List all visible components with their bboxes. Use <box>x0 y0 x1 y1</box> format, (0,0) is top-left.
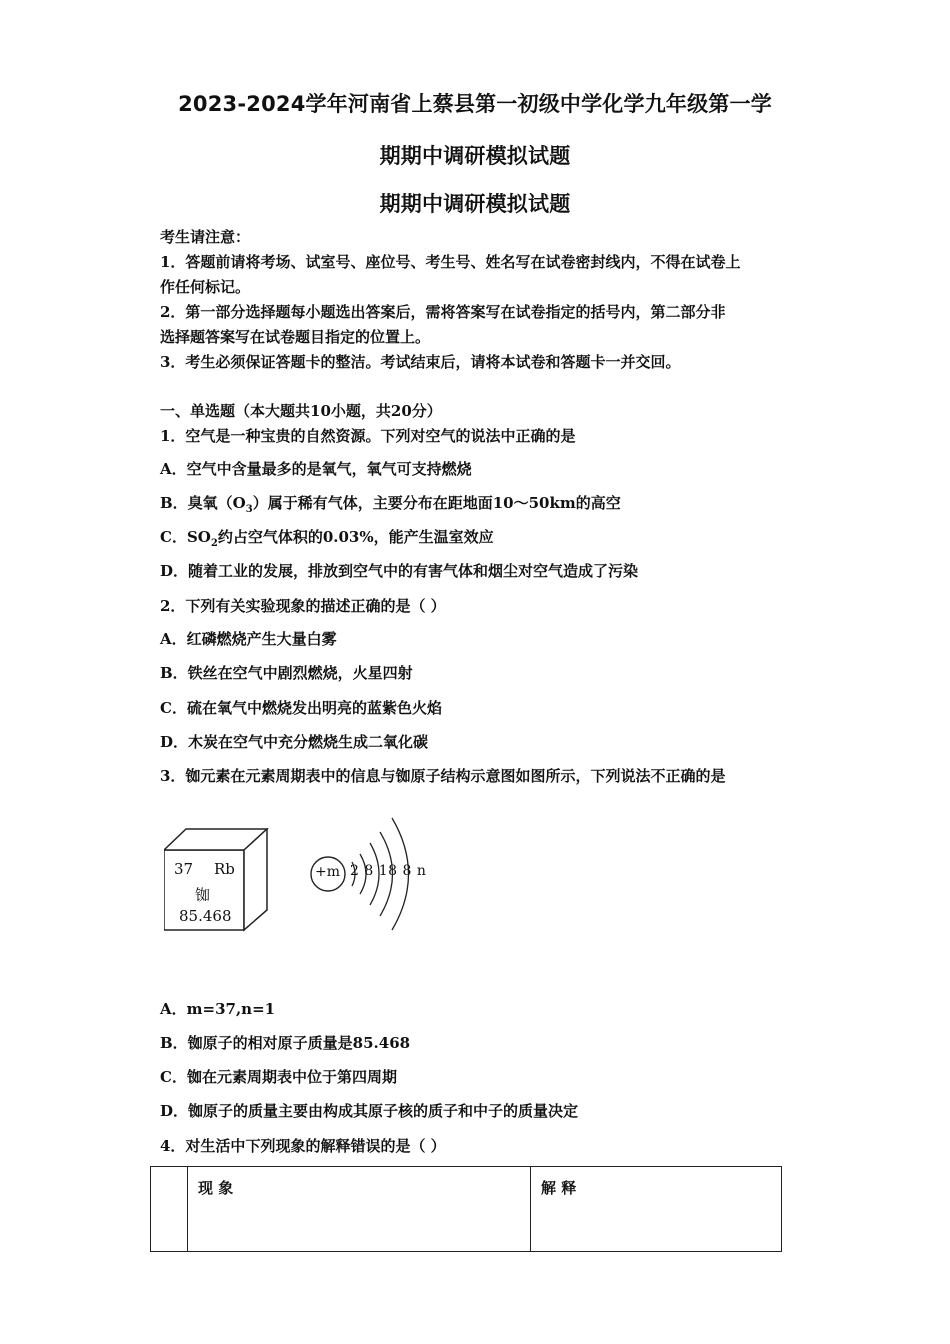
notice-item-1a: 1．答题前请将考场、试室号、座位号、考生号、姓名写在试卷密封线内，不得在试卷上 <box>160 253 741 271</box>
q1-option-b-pre: B．臭氧（O <box>160 494 246 512</box>
rb-atomic-number: 37 <box>174 860 194 878</box>
rb-element-card <box>164 828 274 932</box>
q3-stem: 3．铷元素在元素周期表中的信息与铷原子结构示意图如图所示，下列说法不正确的是 <box>160 767 726 785</box>
notice-item-3: 3．考生必须保证答题卡的整洁。考试结束后，请将本试卷和答题卡一并交回。 <box>160 353 681 371</box>
q1-option-d: D．随着工业的发展，排放到空气中的有害气体和烟尘对空气造成了污染 <box>160 562 639 580</box>
rb-name: 铷 <box>195 886 211 904</box>
notice-item-1b: 作任何标记。 <box>160 278 251 296</box>
rb-symbol: Rb <box>214 860 235 878</box>
q2-option-d: D．木炭在空气中充分燃烧生成二氧化碳 <box>160 733 429 751</box>
section-heading: 一、单选题（本大题共10小题，共20分） <box>160 402 442 420</box>
rb-atomic-mass: 85.468 <box>179 907 232 925</box>
q4-table-index-cell <box>151 1167 188 1252</box>
q3-option-b: B．铷原子的相对原子质量是85.468 <box>160 1034 411 1052</box>
notice-item-2a: 2．第一部分选择题每小题选出答案后，需将答案写在试卷指定的括号内，第二部分非 <box>160 303 726 321</box>
q4-stem: 4．对生活中下列现象的解释错误的是（ ） <box>160 1137 446 1155</box>
notice-heading: 考生请注意： <box>160 228 251 246</box>
q2-option-c: C．硫在氧气中燃烧发出明亮的蓝紫色火焰 <box>160 699 442 717</box>
notice-item-2b: 选择题答案写在试卷题目指定的位置上。 <box>160 328 431 346</box>
q1-option-b-sub: 3 <box>245 504 253 515</box>
q4-table-header-explanation: 解 释 <box>531 1167 782 1252</box>
rb-shell-electrons: 2 8 18 8 n <box>350 863 427 879</box>
q1-stem: 1．空气是一种宝贵的自然资源。下列对空气的说法中正确的是 <box>160 427 576 445</box>
rb-atom-diagram <box>308 798 438 948</box>
q2-option-a: A．红磷燃烧产生大量白雾 <box>160 630 337 648</box>
q1-option-c-pre: C．SO <box>160 528 211 546</box>
exam-title-line-3: 期期中调研模拟试题 <box>379 192 571 216</box>
rb-nucleus-label: +m <box>315 864 341 880</box>
q1-option-c <box>160 527 800 554</box>
exam-title-line-2: 期期中调研模拟试题 <box>379 144 571 168</box>
q1-option-b <box>160 493 800 520</box>
q4-table-header-phenomenon: 现 象 <box>188 1167 531 1252</box>
q1-option-c-sub: 2 <box>210 538 218 549</box>
q4-table <box>150 1166 782 1252</box>
q1-option-a: A．空气中含量最多的是氧气，氧气可支持燃烧 <box>160 460 472 478</box>
q3-option-c: C．铷在元素周期表中位于第四周期 <box>160 1068 397 1086</box>
table-row <box>151 1167 782 1252</box>
q3-option-d: D．铷原子的质量主要由构成其原子核的质子和中子的质量决定 <box>160 1102 579 1120</box>
q1-option-c-post: 约占空气体积的0.03%，能产生温室效应 <box>217 528 494 546</box>
exam-title-line-1: 2023-2024学年河南省上蔡县第一初级中学化学九年级第一学 <box>178 92 772 116</box>
q2-option-b: B．铁丝在空气中剧烈燃烧，火星四射 <box>160 664 413 682</box>
q3-option-a: A．m=37,n=1 <box>160 1000 276 1018</box>
q1-option-b-post: ）属于稀有气体，主要分布在距地面10～50km的高空 <box>252 494 621 512</box>
q2-stem: 2．下列有关实验现象的描述正确的是（ ） <box>160 597 446 615</box>
